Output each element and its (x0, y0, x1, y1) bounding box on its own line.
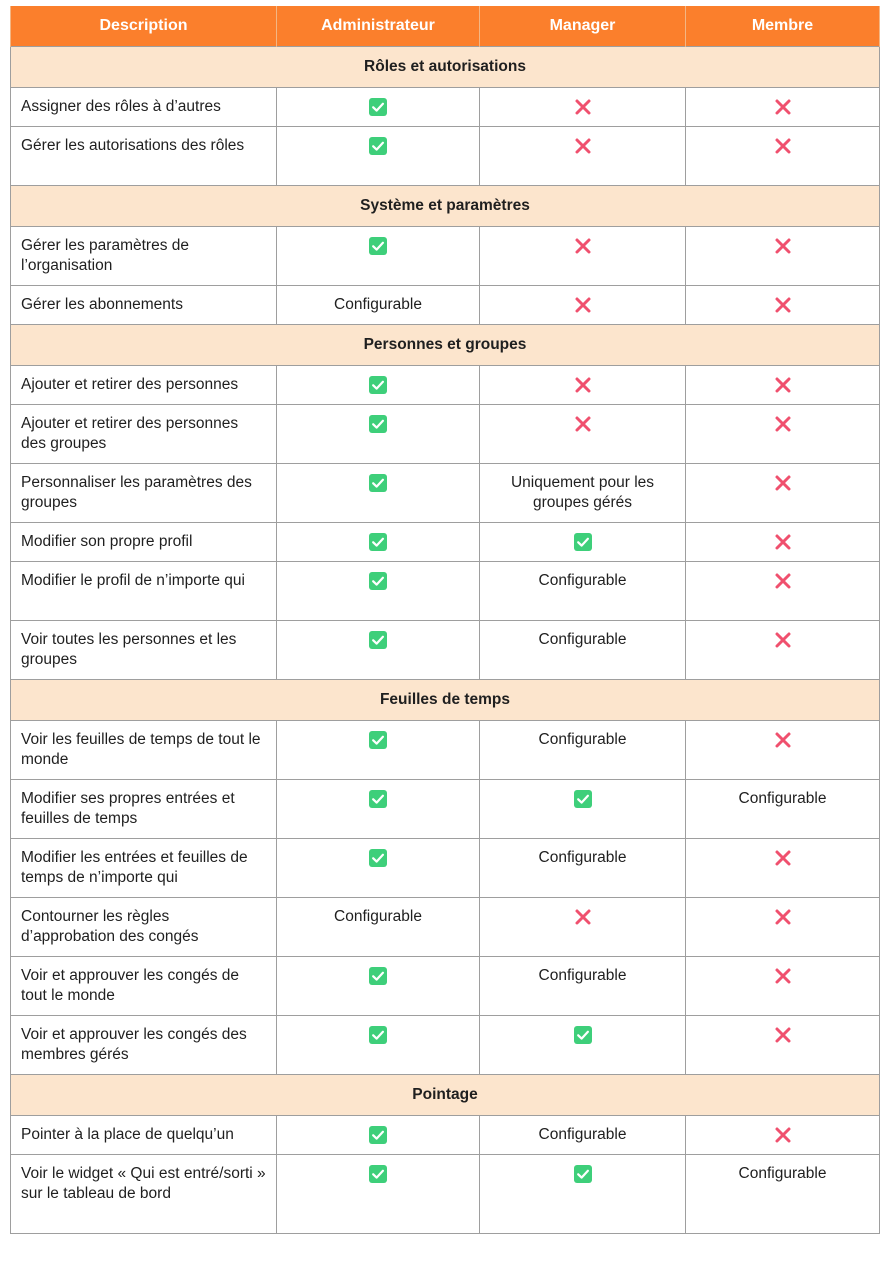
permission-description: Modifier ses propres entrées et feuilles de temps (11, 780, 277, 839)
cell-administrateur (277, 405, 480, 464)
table-row (11, 523, 880, 562)
permission-value-text: Configurable (538, 967, 627, 984)
table-row (11, 721, 880, 780)
check-mark-icon (369, 474, 387, 492)
check-mark-icon (369, 533, 387, 551)
cross-mark-icon (774, 376, 792, 394)
cell-manager (480, 1016, 686, 1075)
section-pointage-row (11, 1075, 880, 1116)
table-row (11, 366, 880, 405)
permission-value-text: Uniquement pour les groupes gérés (510, 474, 655, 511)
permission-description: Voir le widget « Qui est entré/sorti » sur le tableau de bord (11, 1155, 277, 1234)
cell-membre (686, 1116, 880, 1155)
cell-administrateur (277, 366, 480, 405)
check-mark-icon (369, 237, 387, 255)
table-row (11, 1116, 880, 1155)
cross-mark-icon (774, 572, 792, 590)
cross-mark-icon (574, 376, 592, 394)
check-mark-icon (369, 731, 387, 749)
cross-mark-icon (574, 137, 592, 155)
permission-value-text: Configurable (738, 790, 827, 807)
cross-mark-icon (574, 98, 592, 116)
check-mark-icon (369, 1126, 387, 1144)
section-personnes-groupes-row (11, 325, 880, 366)
section-title: Feuilles de temps (11, 680, 880, 721)
header-description: Description (11, 6, 277, 47)
cell-administrateur (277, 1155, 480, 1234)
check-mark-icon (369, 967, 387, 985)
section-title: Rôles et autorisations (11, 47, 880, 88)
permission-description: Contourner les règles d’approbation des congés (11, 898, 277, 957)
permission-description: Modifier son propre profil (11, 523, 277, 562)
cell-manager (480, 405, 686, 464)
permission-value-text: Configurable (738, 1165, 827, 1182)
cross-mark-icon (774, 967, 792, 985)
cell-membre (686, 523, 880, 562)
cell-manager (480, 721, 686, 780)
cell-administrateur (277, 957, 480, 1016)
cell-manager (480, 366, 686, 405)
cell-manager (480, 286, 686, 325)
permission-value-text: Configurable (334, 908, 422, 925)
cross-mark-icon (574, 908, 592, 926)
permission-description: Personnaliser les paramètres des groupes (11, 464, 277, 523)
cell-membre (686, 227, 880, 286)
cross-mark-icon (774, 296, 792, 314)
header-manager: Manager (480, 6, 686, 47)
cross-mark-icon (574, 415, 592, 433)
check-mark-icon (369, 631, 387, 649)
check-mark-icon (369, 415, 387, 433)
cell-membre (686, 721, 880, 780)
cross-mark-icon (574, 296, 592, 314)
check-mark-icon (574, 790, 592, 808)
check-mark-icon (369, 1165, 387, 1183)
table-row (11, 1016, 880, 1075)
cell-manager (480, 523, 686, 562)
cell-administrateur (277, 562, 480, 621)
cross-mark-icon (774, 237, 792, 255)
cell-administrateur (277, 127, 480, 186)
permission-description: Ajouter et retirer des personnes des groupes (11, 405, 277, 464)
table-row (11, 88, 880, 127)
table-row (11, 839, 880, 898)
section-feuilles-de-temps-row (11, 680, 880, 721)
permission-description: Modifier le profil de n’importe qui (11, 562, 277, 621)
check-mark-icon (369, 849, 387, 867)
permission-description: Pointer à la place de quelqu’un (11, 1116, 277, 1155)
cell-membre (686, 562, 880, 621)
permissions-table (10, 6, 880, 1234)
check-mark-icon (369, 1026, 387, 1044)
permission-description: Gérer les abonnements (11, 286, 277, 325)
section-title: Personnes et groupes (11, 325, 880, 366)
cell-membre (686, 286, 880, 325)
permission-description: Voir toutes les personnes et les groupes (11, 621, 277, 680)
cell-administrateur (277, 1016, 480, 1075)
cell-membre (686, 1155, 880, 1234)
permission-value-text: Configurable (538, 631, 627, 648)
cell-manager (480, 957, 686, 1016)
table-row (11, 957, 880, 1016)
cell-administrateur (277, 88, 480, 127)
cell-membre (686, 1016, 880, 1075)
cross-mark-icon (774, 137, 792, 155)
table-row (11, 780, 880, 839)
check-mark-icon (574, 533, 592, 551)
cross-mark-icon (774, 474, 792, 492)
cell-manager (480, 780, 686, 839)
cell-membre (686, 405, 880, 464)
cross-mark-icon (774, 1026, 792, 1044)
permission-value-text: Configurable (334, 296, 422, 313)
permission-description: Ajouter et retirer des personnes (11, 366, 277, 405)
cell-membre (686, 780, 880, 839)
cell-administrateur (277, 621, 480, 680)
cell-manager (480, 562, 686, 621)
section-roles-autorisations-row (11, 47, 880, 88)
cell-administrateur (277, 464, 480, 523)
cell-manager (480, 839, 686, 898)
table-row (11, 898, 880, 957)
permission-value-text: Configurable (538, 572, 627, 589)
permission-description: Voir et approuver les congés des membres gérés (11, 1016, 277, 1075)
permission-description: Assigner des rôles à d’autres (11, 88, 277, 127)
cell-administrateur (277, 839, 480, 898)
check-mark-icon (369, 572, 387, 590)
cross-mark-icon (774, 1126, 792, 1144)
cell-manager (480, 127, 686, 186)
table-row (11, 405, 880, 464)
section-title: Système et paramètres (11, 186, 880, 227)
check-mark-icon (574, 1026, 592, 1044)
header-row (11, 6, 880, 47)
check-mark-icon (369, 98, 387, 116)
permission-value-text: Configurable (538, 849, 627, 866)
table-row (11, 227, 880, 286)
check-mark-icon (369, 137, 387, 155)
permission-description: Voir les feuilles de temps de tout le monde (11, 721, 277, 780)
cell-membre (686, 898, 880, 957)
cell-membre (686, 464, 880, 523)
cell-manager (480, 464, 686, 523)
header-membre: Membre (686, 6, 880, 47)
cross-mark-icon (774, 849, 792, 867)
cross-mark-icon (574, 237, 592, 255)
cross-mark-icon (774, 631, 792, 649)
permission-value-text: Configurable (538, 1126, 627, 1143)
cell-administrateur (277, 1116, 480, 1155)
header-administrateur: Administrateur (277, 6, 480, 47)
cross-mark-icon (774, 533, 792, 551)
check-mark-icon (369, 790, 387, 808)
cell-administrateur (277, 721, 480, 780)
table-row (11, 127, 880, 186)
cross-mark-icon (774, 731, 792, 749)
section-title: Pointage (11, 1075, 880, 1116)
cell-administrateur (277, 286, 480, 325)
check-mark-icon (369, 376, 387, 394)
permission-value-text: Configurable (538, 731, 627, 748)
table-row (11, 1155, 880, 1234)
cell-membre (686, 88, 880, 127)
cell-manager (480, 88, 686, 127)
cell-membre (686, 366, 880, 405)
cell-manager (480, 1116, 686, 1155)
cell-administrateur (277, 227, 480, 286)
cell-manager (480, 621, 686, 680)
cell-membre (686, 621, 880, 680)
cross-mark-icon (774, 415, 792, 433)
cell-membre (686, 839, 880, 898)
cell-administrateur (277, 523, 480, 562)
section-systeme-parametres-row (11, 186, 880, 227)
cell-membre (686, 127, 880, 186)
permission-description: Gérer les paramètres de l’organisation (11, 227, 277, 286)
cell-manager (480, 1155, 686, 1234)
cross-mark-icon (774, 98, 792, 116)
table-row (11, 464, 880, 523)
cell-membre (686, 957, 880, 1016)
table-row (11, 621, 880, 680)
permission-description: Gérer les autorisations des rôles (11, 127, 277, 186)
table-row (11, 286, 880, 325)
permission-description: Modifier les entrées et feuilles de temps de n’importe qui (11, 839, 277, 898)
cell-manager (480, 227, 686, 286)
table-row (11, 562, 880, 621)
cell-administrateur (277, 898, 480, 957)
cell-administrateur (277, 780, 480, 839)
permission-description: Voir et approuver les congés de tout le monde (11, 957, 277, 1016)
cross-mark-icon (774, 908, 792, 926)
cell-manager (480, 898, 686, 957)
check-mark-icon (574, 1165, 592, 1183)
